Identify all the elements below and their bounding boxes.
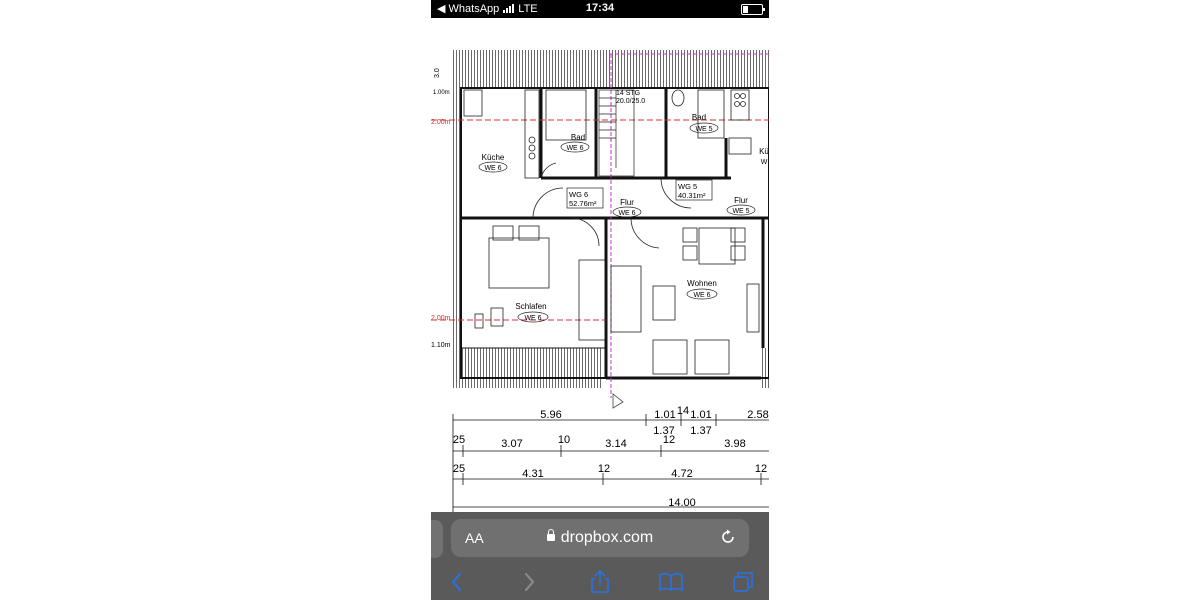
url-text: dropbox.com: [560, 529, 654, 546]
url-display[interactable]: [451, 529, 749, 547]
network-label: LTE: [518, 2, 538, 15]
reader-settings-button[interactable]: AA: [465, 530, 484, 546]
share-icon[interactable]: [586, 568, 614, 596]
area-boxes: [567, 180, 712, 208]
dimension-label: 25: [452, 434, 466, 446]
room-tag: WE 6: [524, 315, 542, 322]
dimension-label: 1.01: [654, 409, 676, 421]
clock: 17:34: [585, 2, 615, 14]
browser-bottom-bar: [431, 512, 769, 600]
reload-icon[interactable]: [719, 528, 737, 546]
dimension-labels: [453, 405, 769, 509]
room-tag: WE 6: [693, 292, 711, 299]
dimension-label: 4.72: [671, 468, 693, 480]
dimension-label: 3.07: [501, 438, 523, 450]
room-name: Küche: [481, 153, 505, 162]
area-value: 40.31m²: [678, 191, 706, 200]
dimension-label: 25: [452, 463, 466, 475]
bookmarks-icon[interactable]: [657, 568, 685, 596]
stair-dims: 20.0/25.0: [616, 98, 646, 105]
room-tag: WE 6: [618, 210, 636, 217]
room-name: Bad: [570, 133, 586, 142]
dimension-lines: [453, 414, 769, 512]
dimension-total: 14.00: [668, 497, 696, 509]
dimension-label: 10: [557, 434, 571, 446]
room-tag: WE 6: [566, 145, 584, 152]
section-marker-icon: [613, 394, 623, 408]
back-to-app-link[interactable]: ◀ WhatsApp: [437, 3, 500, 15]
dimension-label: 3.14: [605, 438, 627, 450]
dimension-label: 14: [676, 405, 690, 417]
height-label: 1.00m: [433, 90, 450, 96]
room-name: Flur: [620, 198, 634, 207]
room-name: Wohnen: [687, 279, 717, 288]
dimension-label: 4.31: [522, 468, 544, 480]
room-name: Schlafen: [515, 302, 547, 311]
forward-icon[interactable]: [515, 568, 543, 596]
dimension-label: 12: [754, 463, 768, 475]
previous-tab-peek[interactable]: [431, 520, 443, 558]
kitchen-fixtures: [464, 90, 751, 178]
area-label: WG 5: [678, 182, 698, 191]
dimension-label: 12: [662, 434, 676, 446]
dimension-label: 1.37: [690, 425, 712, 437]
height-label: 1.10m: [431, 342, 451, 349]
area-label: WG 6: [569, 190, 589, 199]
dimension-label: 2.58: [747, 409, 769, 421]
floor-plan-image[interactable]: [431, 18, 769, 513]
address-bar[interactable]: [451, 519, 749, 557]
height-label: 2.00m: [431, 119, 451, 126]
phone-screen: [431, 0, 769, 600]
back-icon[interactable]: [443, 568, 471, 596]
dimension-label: 5.96: [540, 409, 562, 421]
roof-bottom-left: [453, 348, 603, 388]
walls: [461, 88, 769, 378]
roof-left: [453, 88, 461, 348]
status-bar: [431, 0, 769, 18]
dimension-label: 1.37: [653, 425, 675, 437]
browser-toolbar: [431, 564, 769, 600]
height-label: 2.00m: [431, 315, 451, 322]
tabs-icon[interactable]: [729, 568, 757, 596]
scale-label: 3.0: [434, 68, 441, 78]
room-name: Flur: [734, 196, 748, 205]
room-tag: WE 6: [484, 165, 502, 172]
roof-bottom-right: [761, 348, 769, 388]
dimension-label: 3.98: [724, 438, 746, 450]
dimension-label: 12: [597, 463, 611, 475]
room-tag: WE 5: [732, 208, 750, 215]
area-value: 52.76m²: [569, 199, 597, 208]
lock-icon: [547, 534, 555, 541]
stair-label: 14 STG: [616, 90, 641, 97]
room-tag: WE 5: [695, 126, 713, 133]
room-name: Kü: [759, 147, 769, 156]
room-tag: W: [760, 159, 768, 166]
battery-icon: [741, 4, 763, 15]
dimension-label: 1.01: [690, 409, 712, 421]
room-name: Bad: [691, 113, 707, 122]
